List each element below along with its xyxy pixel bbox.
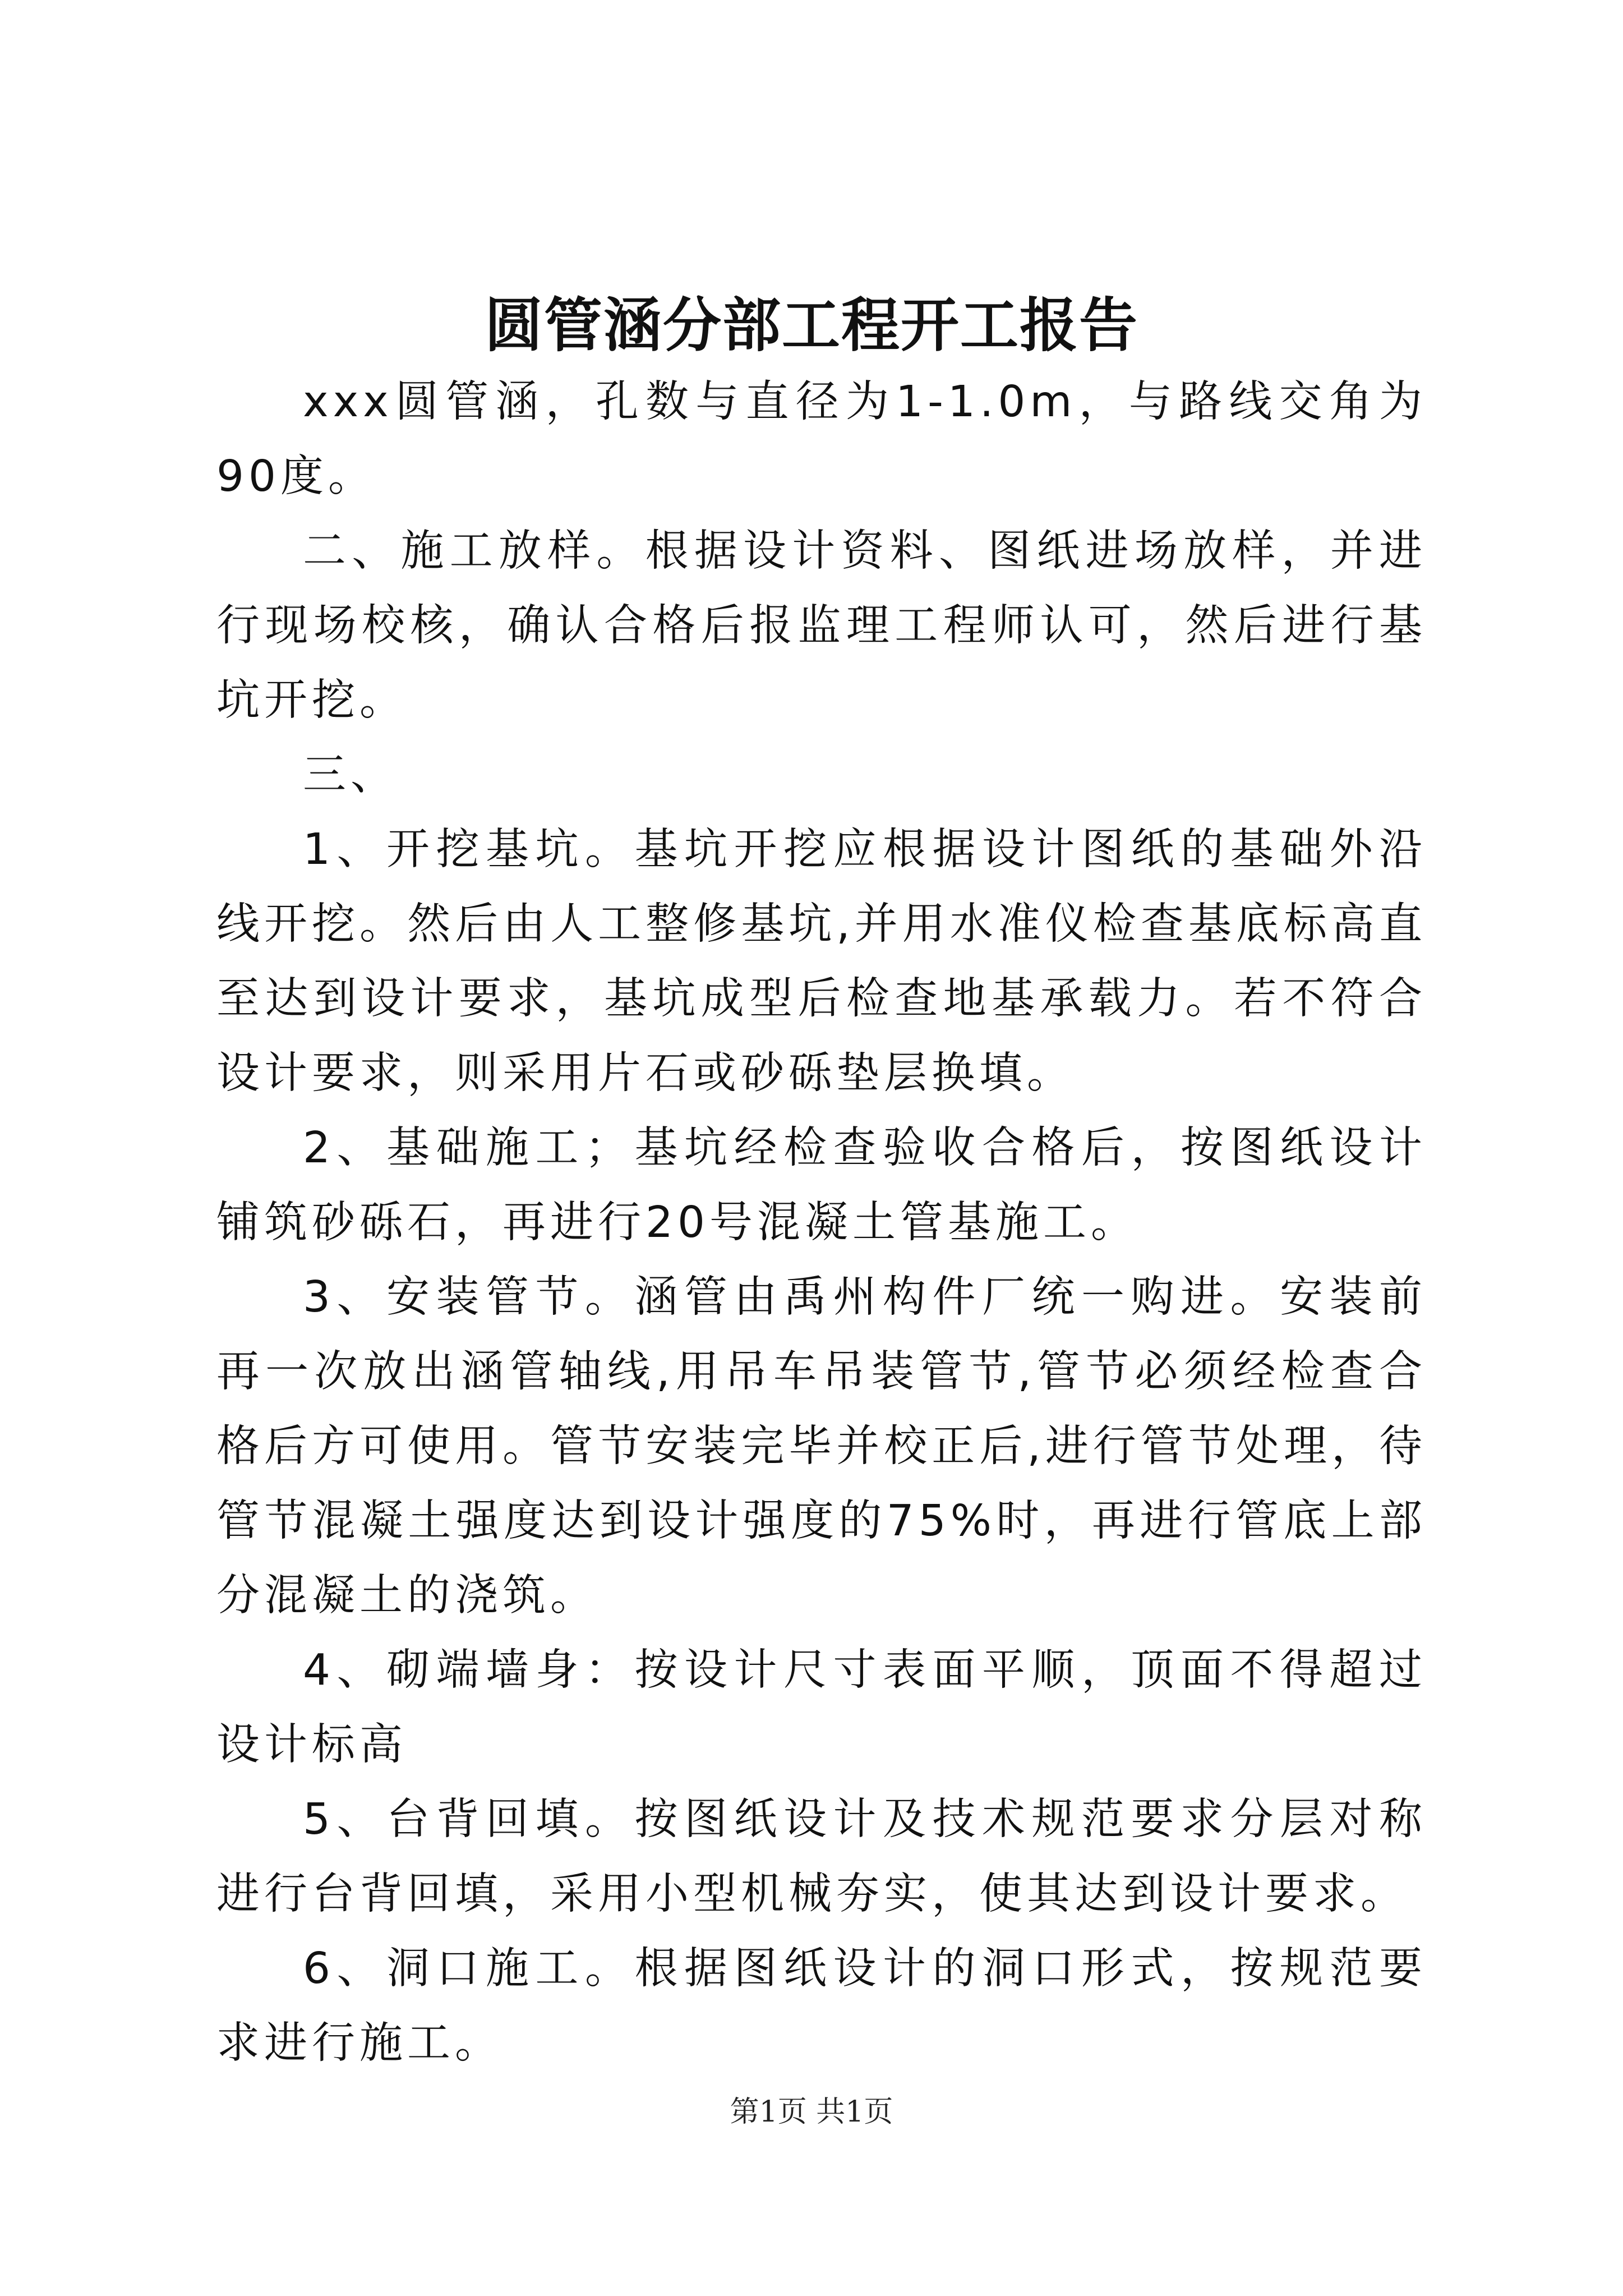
paragraph-intro: xxx圆管涵，孔数与直径为1-1.0m，与路线交角为90度。 [216,377,1427,501]
paragraph-section-3: 三、 [303,750,398,800]
paragraph-section-2: 二、施工放样。根据设计资料、图纸进场放样，并进行现场校核，确认合格后报监理工程师认可，然后进行基坑开挖。 [216,526,1427,725]
paragraph-item-4: 4、砌端墙身：按设计尺寸表面平顺，顶面不得超过设计标高 [216,1645,1427,1770]
page-footer: 第1页 共1页 [730,2095,893,2129]
document-body [216,365,1427,2081]
document-title: 圆管涵分部工程开工报告 [484,291,1138,360]
paragraph-item-2: 2、基础施工；基坑经检查验收合格后，按图纸设计铺筑砂砾石，再进行20号混凝土管基施工。 [216,1123,1427,1248]
paragraph-item-1: 1、开挖基坑。基坑开挖应根据设计图纸的基础外沿线开挖。然后由人工整修基坑,并用水准仪检查基底标高直至达到设计要求，基坑成型后检查地基承载力。若不符合设计要求，则采用片石或砂砾垫层换填。 [216,825,1427,1098]
paragraph-item-6: 6、洞口施工。根据图纸设计的洞口形式，按规范要求进行施工。 [216,1944,1427,2068]
paragraph-item-3: 3、安装管节。涵管由禹州构件厂统一购进。安装前再一次放出涵管轴线,用吊车吊装管节,管节必须经检查合格后方可使用。管节安装完毕并校正后,进行管节处理，待管节混凝土强度达到设计强度的75%时，再进行管底上部分混凝土的浇筑。 [216,1272,1427,1621]
paragraph-item-5: 5、台背回填。按图纸设计及技术规范要求分层对称进行台背回填，采用小型机械夯实，使其达到设计要求。 [216,1795,1427,1919]
